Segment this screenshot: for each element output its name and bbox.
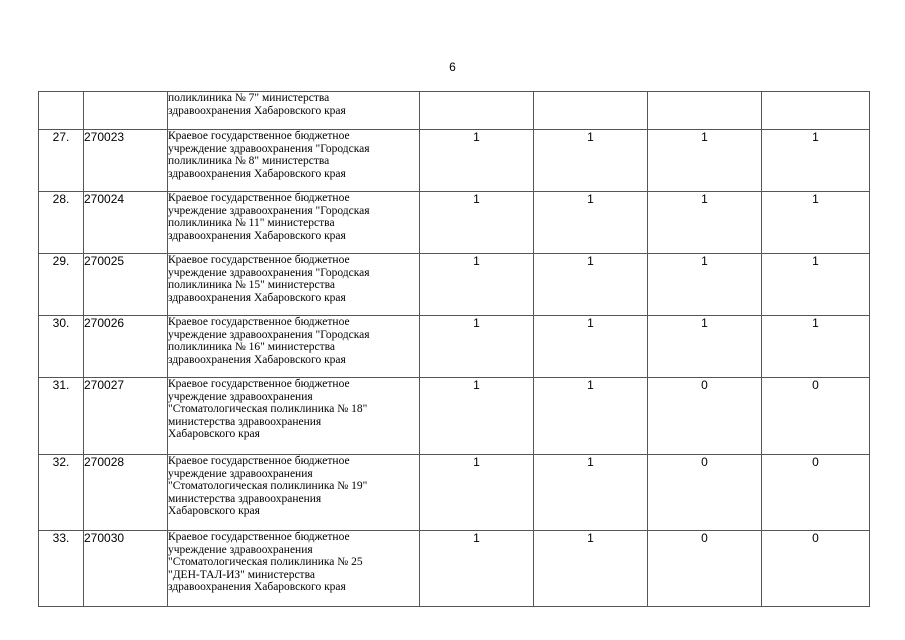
organization-name-line: "Стоматологическая поликлиника № 19" — [168, 480, 368, 493]
table-row — [39, 378, 870, 455]
value-cell-2: 1 — [534, 531, 648, 607]
data-table — [38, 91, 870, 607]
organization-name-line: Краевое государственное бюджетное — [168, 378, 350, 390]
organization-code: 270026 — [84, 316, 168, 378]
value-cell-3: 1 — [648, 130, 762, 192]
value-cell-4: 0 — [762, 531, 870, 607]
organization-name-line: здравоохранения Хабаровского края — [168, 353, 346, 366]
organization-name-line: здравоохранения Хабаровского края — [168, 104, 346, 117]
value-cell-4: 0 — [762, 378, 870, 455]
value-cell-1: 1 — [420, 378, 534, 455]
row-number: 29. — [39, 254, 84, 316]
organization-name-line: Краевое государственное бюджетное — [168, 130, 350, 142]
row-number: 33. — [39, 531, 84, 607]
organization-name-line: Хабаровского края — [168, 428, 260, 441]
value-cell-2 — [534, 92, 648, 130]
value-cell-2: 1 — [534, 192, 648, 254]
page-number: 6 — [449, 60, 456, 74]
organization-name-line: учреждение здравоохранения "Городская — [168, 204, 370, 217]
value-cell-4: 1 — [762, 254, 870, 316]
organization-name-line: здравоохранения Хабаровского края — [168, 581, 346, 594]
value-cell-2: 1 — [534, 378, 648, 455]
organization-name-line: Краевое государственное бюджетное — [168, 316, 350, 328]
value-cell-3: 0 — [648, 531, 762, 607]
organization-name-line: "Стоматологическая поликлиника № 25 — [168, 556, 363, 569]
table-row — [39, 92, 870, 130]
value-cell-3: 1 — [648, 316, 762, 378]
value-cell-3 — [648, 92, 762, 130]
organization-name — [168, 378, 420, 455]
organization-code: 270024 — [84, 192, 168, 254]
organization-name-line: поликлиника № 7" министерства — [168, 92, 330, 104]
row-number: 31. — [39, 378, 84, 455]
table-row — [39, 130, 870, 192]
row-number: 30. — [39, 316, 84, 378]
organization-name-line: здравоохранения Хабаровского края — [168, 167, 346, 180]
organization-code: 270023 — [84, 130, 168, 192]
value-cell-4: 1 — [762, 130, 870, 192]
table-body — [39, 92, 870, 607]
organization-name — [168, 316, 420, 378]
organization-code: 270025 — [84, 254, 168, 316]
organization-name-line: "Стоматологическая поликлиника № 18" — [168, 403, 368, 416]
organization-name-line: учреждение здравоохранения — [168, 543, 313, 556]
organization-name-line: поликлиника № 8" министерства — [168, 155, 330, 168]
organization-name-line: учреждение здравоохранения "Городская — [168, 266, 370, 279]
table-row — [39, 254, 870, 316]
organization-name — [168, 192, 420, 254]
organization-name-line: Краевое государственное бюджетное — [168, 455, 350, 467]
value-cell-1: 1 — [420, 455, 534, 531]
table-row — [39, 192, 870, 254]
organization-name-line: учреждение здравоохранения — [168, 390, 313, 403]
organization-name-line: поликлиника № 11" министерства — [168, 217, 335, 230]
organization-name-line: Хабаровского края — [168, 505, 260, 518]
organization-name — [168, 531, 420, 607]
value-cell-4: 1 — [762, 316, 870, 378]
value-cell-4: 0 — [762, 455, 870, 531]
row-number: 32. — [39, 455, 84, 531]
row-number: 28. — [39, 192, 84, 254]
value-cell-2: 1 — [534, 254, 648, 316]
table-row — [39, 455, 870, 531]
organization-name-line: министерства здравоохранения — [168, 492, 322, 505]
organization-name-line: министерства здравоохранения — [168, 415, 322, 428]
organization-name — [168, 92, 420, 130]
value-cell-3: 0 — [648, 378, 762, 455]
organization-name — [168, 130, 420, 192]
organization-name-line: учреждение здравоохранения "Городская — [168, 328, 370, 341]
organization-code: 270028 — [84, 455, 168, 531]
table-row — [39, 531, 870, 607]
value-cell-4: 1 — [762, 192, 870, 254]
organization-name-line: "ДЕН-ТАЛ-ИЗ" министерства — [168, 568, 315, 581]
value-cell-3: 1 — [648, 192, 762, 254]
organization-name-line: учреждение здравоохранения — [168, 467, 313, 480]
value-cell-2: 1 — [534, 316, 648, 378]
table-row — [39, 316, 870, 378]
value-cell-1: 1 — [420, 316, 534, 378]
value-cell-1: 1 — [420, 192, 534, 254]
organization-name — [168, 455, 420, 531]
value-cell-3: 0 — [648, 455, 762, 531]
organization-name-line: поликлиника № 15" министерства — [168, 279, 335, 292]
organization-name-line: Краевое государственное бюджетное — [168, 531, 350, 543]
organization-name-line: учреждение здравоохранения "Городская — [168, 142, 370, 155]
organization-code — [84, 92, 168, 130]
organization-name-line: здравоохранения Хабаровского края — [168, 229, 346, 242]
value-cell-2: 1 — [534, 130, 648, 192]
value-cell-1 — [420, 92, 534, 130]
organization-code: 270030 — [84, 531, 168, 607]
value-cell-2: 1 — [534, 455, 648, 531]
value-cell-1: 1 — [420, 130, 534, 192]
value-cell-3: 1 — [648, 254, 762, 316]
organization-name — [168, 254, 420, 316]
row-number: 27. — [39, 130, 84, 192]
organization-name-line: здравоохранения Хабаровского края — [168, 291, 346, 304]
value-cell-1: 1 — [420, 531, 534, 607]
value-cell-1: 1 — [420, 254, 534, 316]
organization-name-line: Краевое государственное бюджетное — [168, 192, 350, 204]
organization-name-line: Краевое государственное бюджетное — [168, 254, 350, 266]
organization-code: 270027 — [84, 378, 168, 455]
value-cell-4 — [762, 92, 870, 130]
row-number — [39, 92, 84, 130]
organization-name-line: поликлиника № 16" министерства — [168, 341, 335, 354]
